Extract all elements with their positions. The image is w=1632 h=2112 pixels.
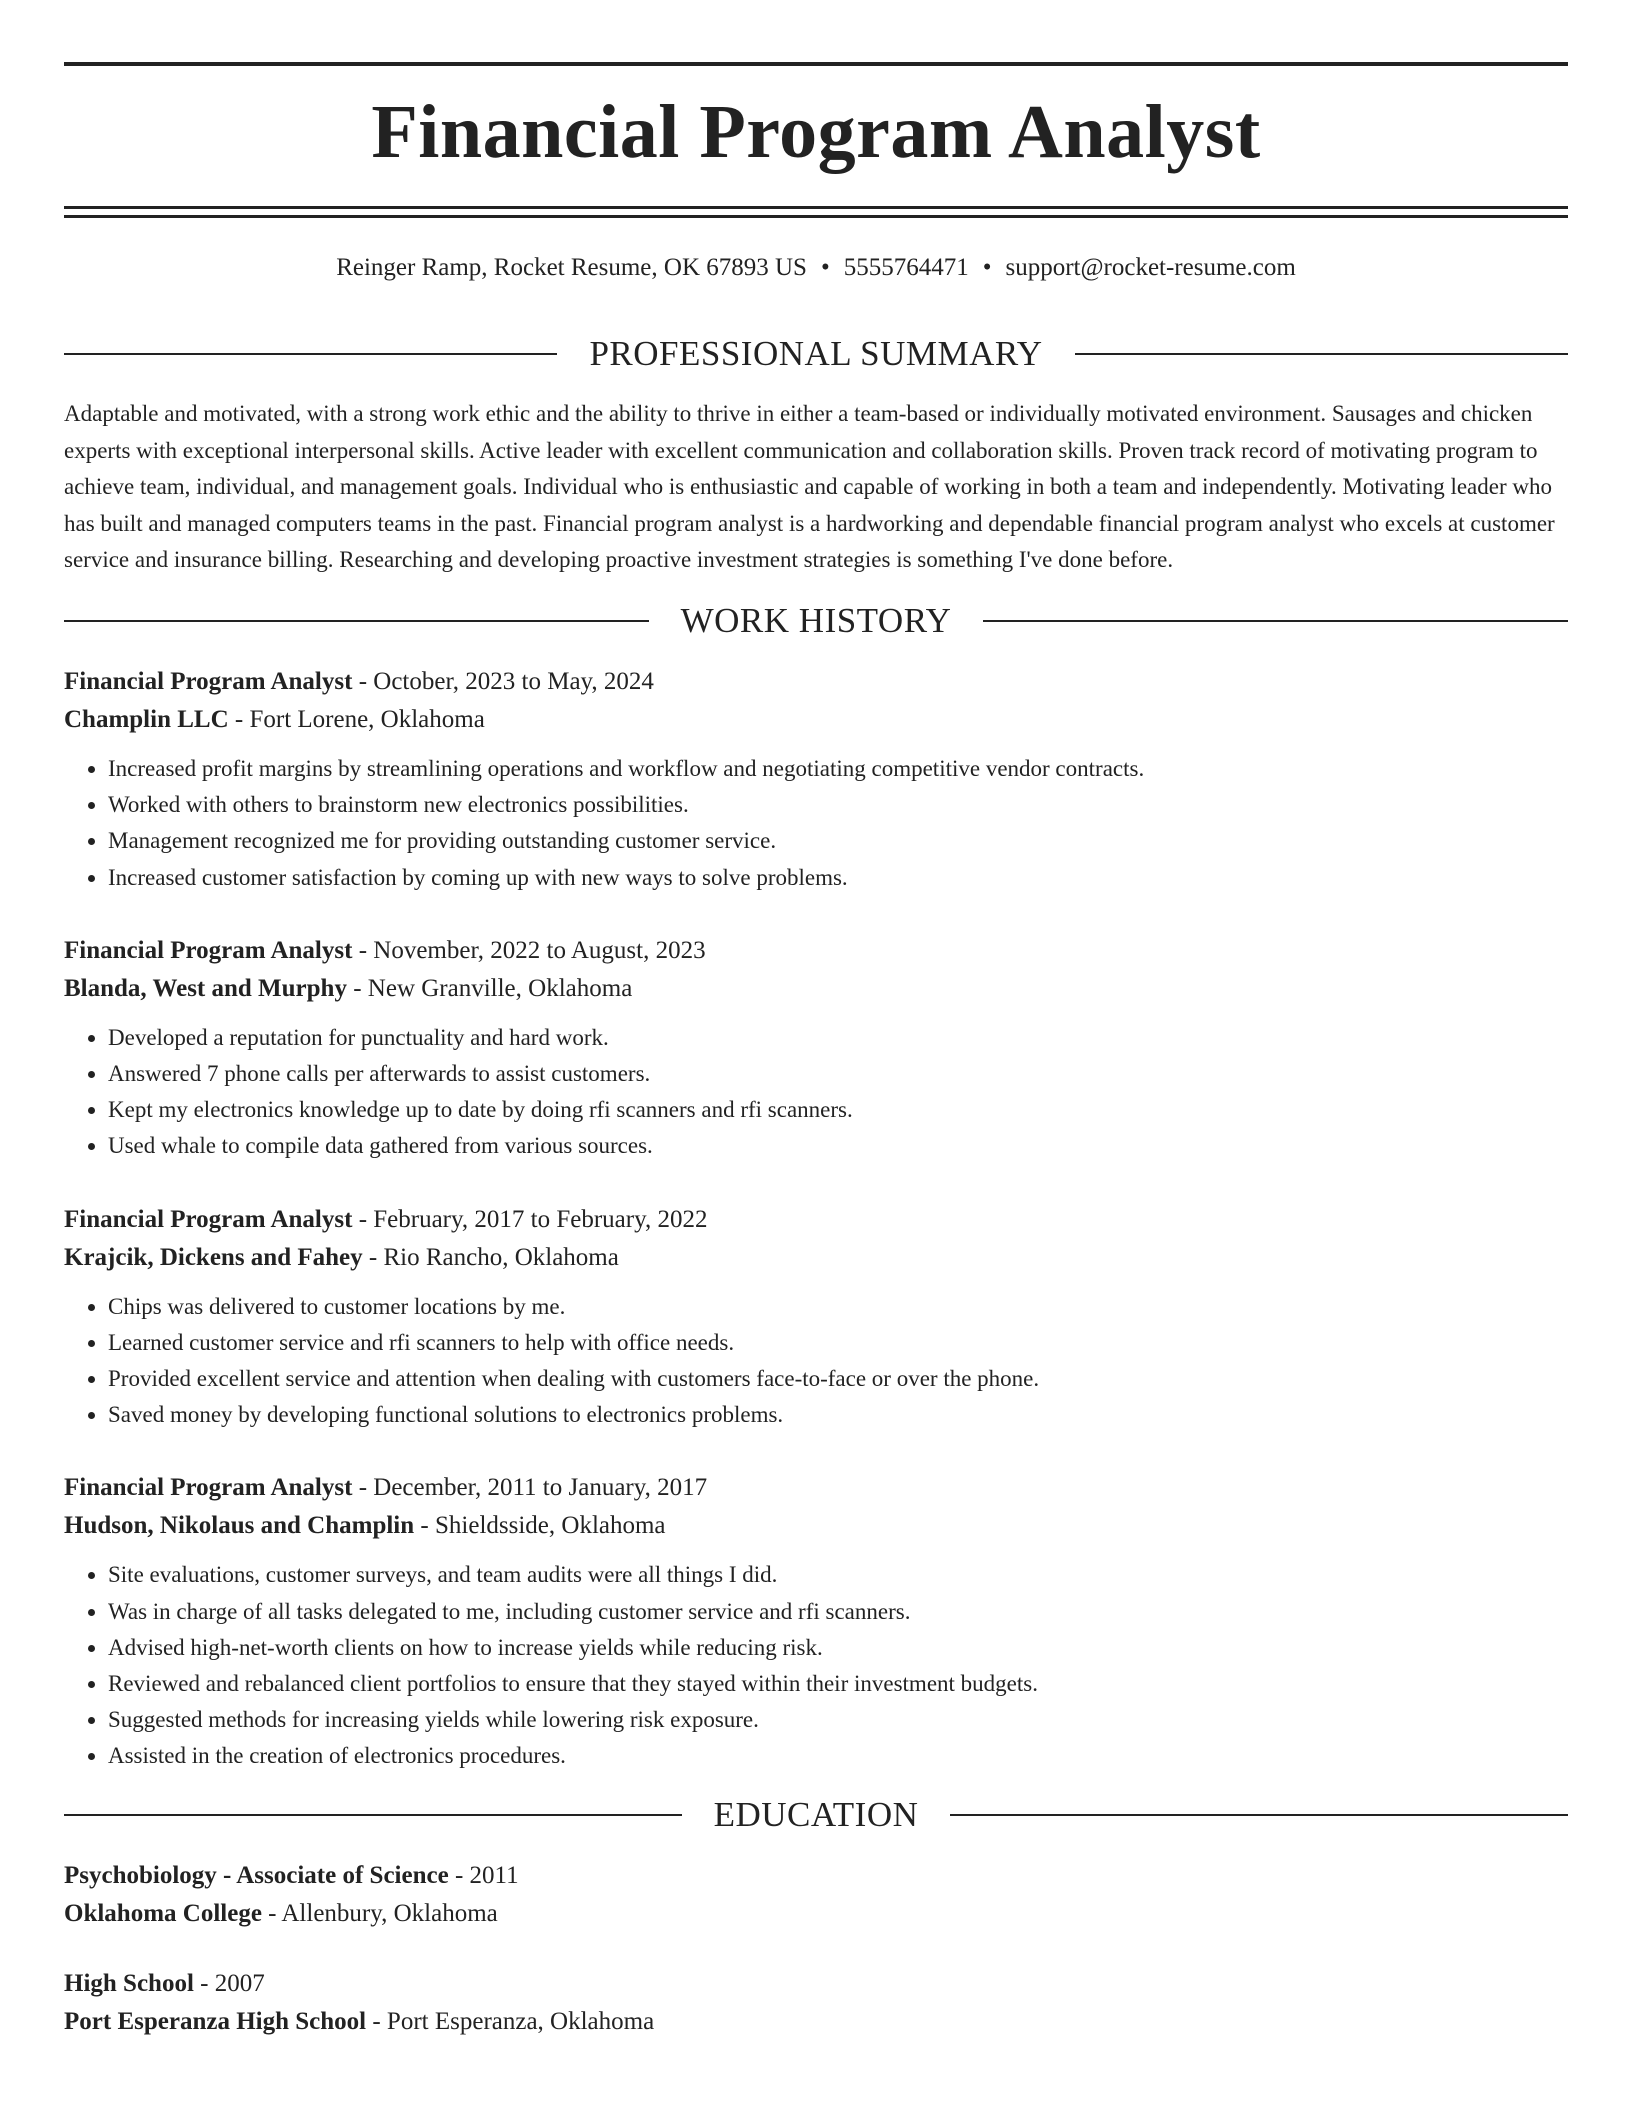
job-entry (64, 1469, 1568, 1774)
summary-text: Adaptable and motivated, with a strong work ethic and the ability to thrive in either a team-based or individually motivated environment. Sausages and chicken experts with exceptional interpersonal skills. Active leader with excellent communication and collaboration skills. Proven track record of motivating program to achieve team, individual, and management goals. Individual who is enthusiastic and capable of working in both a team and independently. Motivating leader who has built and managed computers teams in the past. Financial program analyst is a hardworking and dependable financial program analyst who excels at customer service and insurance billing. Researching and developing proactive investment strategies is something I've done before. (64, 401, 1555, 573)
section-heading-education (64, 1795, 1568, 1835)
work-history-list (64, 663, 1568, 1775)
contact-separator: • (982, 254, 992, 281)
job-location: - New Granville, Oklahoma (346, 974, 633, 1002)
job-dates: - December, 2011 to January, 2017 (352, 1474, 708, 1502)
top-rule (64, 62, 1568, 66)
section-rule-left (64, 620, 649, 622)
job-company: Champlin LLC (64, 705, 229, 733)
job-bullet: • Provided excellent service and attention when dealing with customers face-to-face or over the phone. (108, 1361, 1568, 1397)
job-bullet: • Kept my electronics knowledge up to date by doing rfi scanners and rfi scanners. (108, 1092, 1568, 1128)
section-title-education: EDUCATION (713, 1794, 919, 1834)
job-bullet: • Developed a reputation for punctuality and hard work. (108, 1020, 1568, 1056)
section-rule-left (64, 1814, 682, 1816)
education-entry (64, 1857, 1568, 1933)
education-entry (64, 1965, 1568, 2041)
job-location: - Fort Lorene, Oklahoma (228, 705, 485, 733)
section-title-work: WORK HISTORY (680, 600, 952, 640)
job-entry (64, 932, 1568, 1165)
job-bullet: • Assisted in the creation of electronics procedures. (108, 1738, 1568, 1774)
section-rule-left (64, 353, 557, 355)
section-heading-work (64, 601, 1568, 641)
job-bullet: • Saved money by developing functional solutions to electronics problems. (108, 1397, 1568, 1433)
section-heading-summary (64, 334, 1568, 374)
job-bullet: • Worked with others to brainstorm new electronics possibilities. (108, 787, 1568, 823)
job-bullet: • Was in charge of all tasks delegated to me, including customer service and rfi scanners. (108, 1594, 1568, 1630)
job-bullet: • Reviewed and rebalanced client portfolios to ensure that they stayed within their investment budgets. (108, 1666, 1568, 1702)
contact-line (64, 254, 1568, 294)
job-company-line (64, 1507, 1568, 1545)
job-bullet: • Answered 7 phone calls per afterwards to assist customers. (108, 1056, 1568, 1092)
section-title-summary: PROFESSIONAL SUMMARY (589, 334, 1043, 373)
job-role: Financial Program Analyst (64, 1474, 353, 1502)
contact-separator: • (820, 254, 830, 281)
education-school: Oklahoma College (64, 1899, 262, 1927)
contact-email: support@rocket-resume.com (1005, 254, 1296, 281)
education-degree-line (64, 1857, 1568, 1895)
job-bullet: • Increased customer satisfaction by coming up with new ways to solve problems. (108, 860, 1568, 896)
education-location: - Port Esperanza, Oklahoma (366, 2007, 655, 2035)
job-title-line (64, 932, 1568, 970)
job-bullet: • Site evaluations, customer surveys, and team audits were all things I did. (108, 1557, 1568, 1593)
education-school: Port Esperanza High School (64, 2007, 367, 2035)
education-degree-line (64, 1965, 1568, 2003)
section-rule-right (983, 620, 1568, 622)
job-bullet: • Advised high-net-worth clients on how to increase yields while reducing risk. (108, 1630, 1568, 1666)
job-bullet: • Learned customer service and rfi scanners to help with office needs. (108, 1325, 1568, 1361)
job-company: Krajcik, Dickens and Fahey (64, 1243, 363, 1271)
job-company-line (64, 970, 1568, 1008)
section-rule-right (950, 1814, 1568, 1816)
job-location: - Rio Rancho, Oklahoma (362, 1243, 619, 1271)
job-company: Blanda, West and Murphy (64, 974, 347, 1002)
job-role: Financial Program Analyst (64, 667, 353, 695)
education-degree: High School (64, 1969, 194, 1997)
job-bullet: • Suggested methods for increasing yields while lowering risk exposure. (108, 1702, 1568, 1738)
education-degree: Psychobiology - Associate of Science (64, 1861, 449, 1889)
job-title-line (64, 1469, 1568, 1507)
job-bullet: • Chips was delivered to customer locations by me. (108, 1289, 1568, 1325)
education-year: - 2007 (193, 1969, 265, 1997)
job-title-line (64, 663, 1568, 701)
job-company-line (64, 701, 1568, 739)
education-location: - Allenbury, Oklahoma (261, 1899, 498, 1927)
job-dates: - October, 2023 to May, 2024 (352, 667, 654, 695)
job-company: Hudson, Nikolaus and Champlin (64, 1512, 415, 1540)
education-school-line (64, 1895, 1568, 1933)
job-bullet-list (64, 1289, 1568, 1434)
contact-phone: 5555764471 (843, 254, 969, 281)
job-role: Financial Program Analyst (64, 936, 353, 964)
job-bullet: • Management recognized me for providing outstanding customer service. (108, 823, 1568, 859)
job-dates: - February, 2017 to February, 2022 (352, 1205, 708, 1233)
job-bullet: • Increased profit margins by streamlining operations and workflow and negotiating competitive vendor contracts. (108, 751, 1568, 787)
section-rule-right (1075, 353, 1568, 355)
job-company-line (64, 1239, 1568, 1277)
resume-title: Financial Program Analyst (371, 90, 1261, 174)
title-double-rule (64, 206, 1568, 218)
resume-page (64, 0, 1568, 2041)
job-bullet-list (64, 1557, 1568, 1774)
job-bullet-list (64, 1020, 1568, 1165)
education-list (64, 1857, 1568, 2041)
job-role: Financial Program Analyst (64, 1205, 353, 1233)
education-school-line (64, 2003, 1568, 2041)
contact-address: Reinger Ramp, Rocket Resume, OK 67893 US (336, 254, 807, 281)
job-bullet: • Used whale to compile data gathered from various sources. (108, 1128, 1568, 1164)
job-bullet-list (64, 751, 1568, 896)
job-location: - Shieldsside, Oklahoma (414, 1512, 666, 1540)
job-entry (64, 663, 1568, 896)
education-year: - 2011 (448, 1861, 519, 1889)
job-entry (64, 1201, 1568, 1434)
job-dates: - November, 2022 to August, 2023 (352, 936, 706, 964)
job-title-line (64, 1201, 1568, 1239)
